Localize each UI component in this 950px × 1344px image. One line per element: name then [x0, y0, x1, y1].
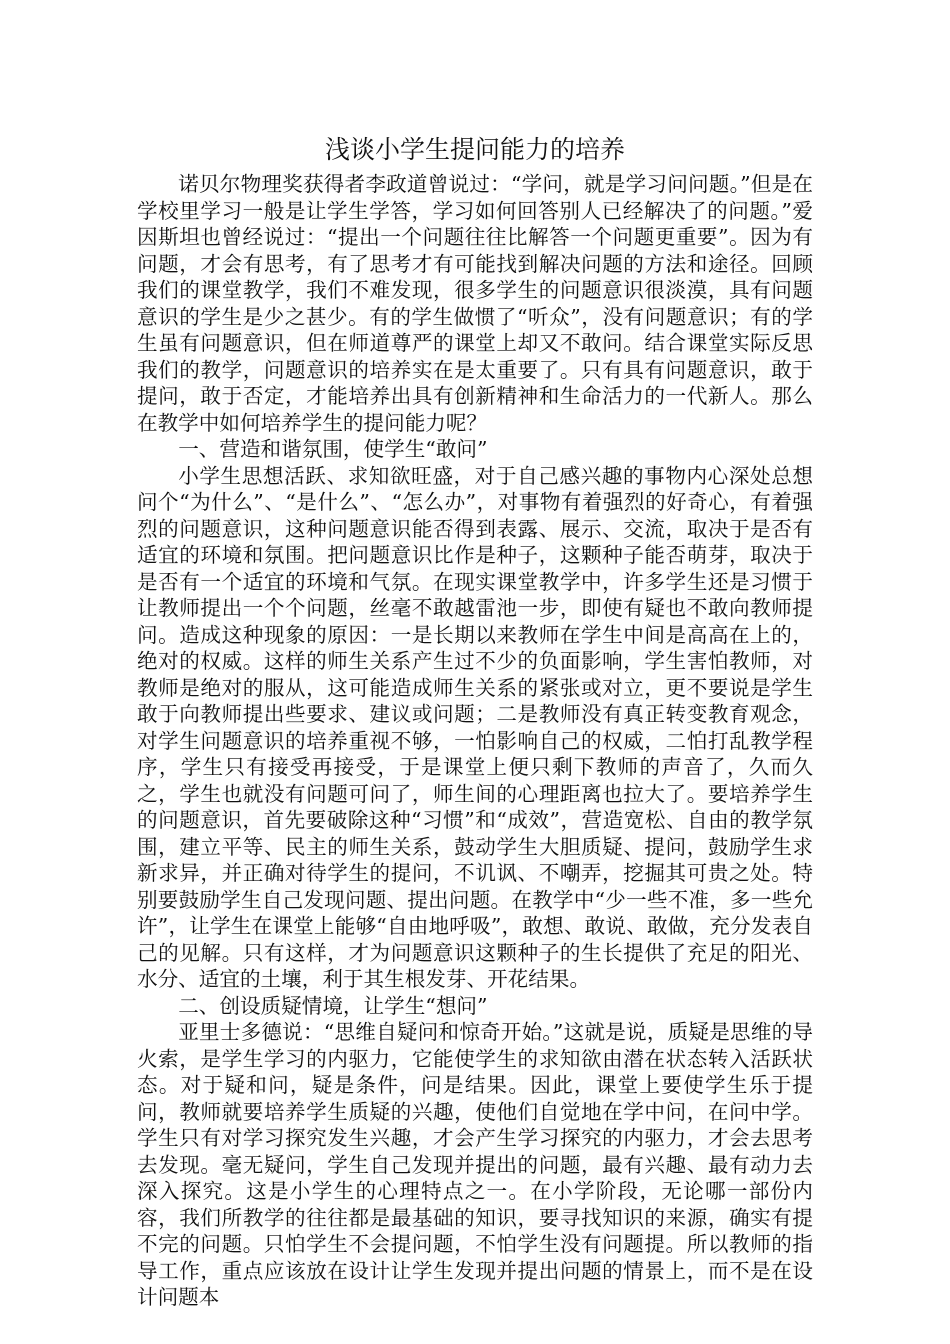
section-1-paragraph: 小学生思想活跃、求知欲旺盛，对于自己感兴趣的事物内心深处总想问个“为什么”、“是什么”、“怎么办”，对事物有着强烈的好奇心，有着强烈的问题意识，这种问题意识能否得到表露、展示、交流，取决于是否有适宜的环境和氛围。把问题意识比作是种子，这颗种子能否萌芽，取决于是否有一个适宜的环境和气氛。在现实课堂教学中，许多学生还是习惯于让教师提出一个个问题，丝毫不敢越雷池一步，即使有疑也不敢向教师提问。造成这种现象的原因：一是长期以来教师在学生中间是高高在上的，绝对的权威。这样的师生关系产生过不少的负面影响，学生害怕教师，对教师是绝对的服从，这可能造成师生关系的紧张或对立，更不要说是学生敢于向教师提出些要求、建议或问题；二是教师没有真正转变教育观念，对学生问题意识的培养重视不够，一怕影响自己的权威，二怕打乱教学程序，学生只有接受再接受，于是课堂上便只剩下教师的声音了，久而久之，学生也就没有问题可问了，师生间的心理距离也拉大了。要培养学生的问题意识，首先要破除这种“习惯”和“成效”，营造宽松、自由的教学氛围，建立平等、民主的师生关系，鼓动学生大胆质疑、提问，鼓励学生求新求异，并正确对待学生的提问，不讥讽、不嘲弄，挖掘其可贵之处。特别要鼓励学生自己发现问题、提出问题。在教学中“少一些不准，多一些允许”，让学生在课堂上能够“自由地呼吸”，敢想、敢说、敢做，充分发表自己的见解。只有这样，才为问题意识这颗种子的生长提供了充足的阳光、水分、适宜的土壤，利于其生根发芽、开花结果。 — [137, 463, 813, 991]
section-heading-2: 二、创设质疑情境，让学生“想问” — [178, 993, 488, 1018]
document-title: 浅谈小学生提问能力的培养 — [324, 135, 625, 164]
section-heading-1: 一、营造和谐氛围，使学生“敢问” — [178, 437, 488, 461]
intro-paragraph: 诺贝尔物理奖获得者李政道曾说过：“学问，就是学习问问题。”但是在学校里学习一般是让学生学答，学习如何回答别人已经解决了的问题。”爱因斯坦也曾经说过：“提出一个问题往往比解答一个问题更重要”。因为有问题，才会有思考，有了思考才有可能找到解决问题的方法和途径。回顾我们的课堂教学，我们不难发现，很多学生的问题意识很淡漠，具有问题意识的学生是少之甚少。有的学生做惯了“听众”，没有问题意识；有的学生虽有问题意识，但在师道尊严的课堂上却又不敢问。结合课堂实际反思我们的教学，问题意识的培养实在是太重要了。只有具有问题意识，敢于提问，敢于否定，才能培养出具有创新精神和生命活力的一代新人。那么在教学中如何培养学生的提问能力呢？ — [137, 172, 813, 435]
document-body — [137, 171, 813, 1311]
section-2-paragraph: 亚里士多德说：“思维自疑问和惊奇开始。”这就是说，质疑是思维的导火索，是学生学习的内驱力，它能使学生的求知欲由潜在状态转入活跃状态。对于疑和问，疑是条件，问是结果。因此，课堂上要使学生乐于提问，教师就要培养学生质疑的兴趣，使他们自觉地在学中问，在问中学。学生只有对学习探究发生兴趣，才会产生学习探究的内驱力，才会去思考去发现。毫无疑问，学生自己发现并提出的问题，最有兴趣、最有动力去深入探究。这是小学生的心理特点之一。在小学阶段，无论哪一部份内容，我们所教学的往往都是最基础的知识，要寻找知识的来源，确实有提不完的问题。只怕学生不会提问题，不怕学生没有问题提。所以教师的指导工作，重点应该放在设计让学生发现并提出问题的情景上，而不是在设计问题本 — [137, 1020, 813, 1309]
